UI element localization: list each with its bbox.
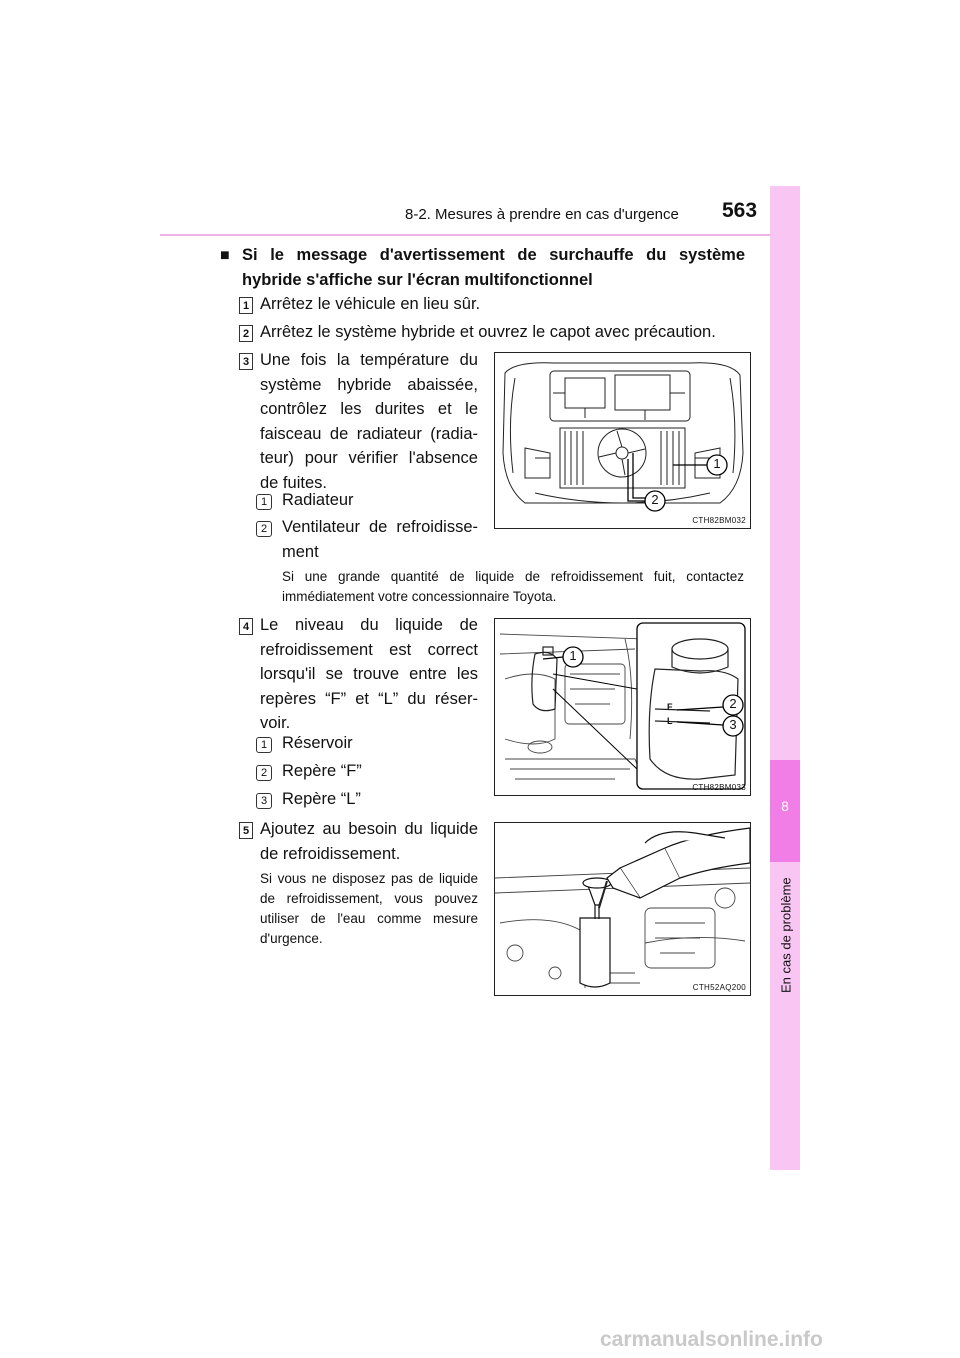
item-label-radiateur: Radiateur <box>282 491 354 509</box>
section-heading <box>220 243 745 293</box>
step-4-text: Le niveau du liquide de refroidissement est correct lorsqu'il se trouve entre les repères “F” et “L” du réser-voir. <box>260 616 478 732</box>
header-divider <box>160 234 800 236</box>
chapter-label: En cas de problème <box>778 877 794 993</box>
figure-callout: 2 <box>651 492 659 507</box>
item-label-reservoir: Réservoir <box>282 734 353 752</box>
item-number: 3 <box>256 793 272 809</box>
add-coolant-illustration <box>495 823 750 995</box>
item-number: 2 <box>256 521 272 537</box>
chapter-number: 8 <box>781 798 789 814</box>
step-number-2: 2 <box>239 325 253 342</box>
watermark: carmanualsonline.info <box>600 1328 823 1351</box>
step-2-text: Arrêtez le système hybride et ouvrez le capot avec précaution. <box>260 323 716 341</box>
item-number: 1 <box>256 737 272 753</box>
item-number: 1 <box>256 494 272 510</box>
figure-callout: 1 <box>569 648 577 663</box>
figure-add-coolant <box>494 822 751 996</box>
item-number: 2 <box>256 765 272 781</box>
mark-l-label: L <box>667 716 673 726</box>
figure-reservoir <box>494 618 751 796</box>
step-5-text: Ajoutez au besoin du liquide de refroidissement. <box>260 820 478 863</box>
step-number-1: 1 <box>239 297 253 314</box>
step-3-note: Si une grande quantité de liquide de refroidissement fuit, contactez immédiatement votre concessionnaire Toyota. <box>282 569 744 604</box>
figure-code: CTH82BM033 <box>692 783 746 792</box>
item-label-ventilateur: Ventilateur de refroidisse-ment <box>282 518 478 561</box>
figure-code: CTH52AQ200 <box>692 983 746 992</box>
step-5-note: Si vous ne disposez pas de liquide de refroidissement, vous pouvez utiliser de l'eau comme mesure d'urgence. <box>260 871 478 946</box>
radiator-illustration <box>495 353 750 528</box>
reservoir-illustration <box>495 619 750 795</box>
figure-callout: 2 <box>729 696 737 711</box>
figure-radiator <box>494 352 751 529</box>
item-label-repere-f: Repère “F” <box>282 762 362 780</box>
item-label-repere-l: Repère “L” <box>282 790 361 808</box>
figure-callout: 1 <box>713 456 721 471</box>
section-heading-text: Si le message d'avertissement de surchauffe du système hybride s'affiche sur l'écran multifonctionnel <box>242 246 745 289</box>
step-1-text: Arrêtez le véhicule en lieu sûr. <box>260 295 481 313</box>
figure-callout: 3 <box>729 717 737 732</box>
chapter-tab-strip <box>770 186 800 1170</box>
step-number-4: 4 <box>239 618 253 635</box>
mark-f-label: F <box>667 702 673 712</box>
step-number-5: 5 <box>239 822 253 839</box>
step-number-3: 3 <box>239 353 253 370</box>
section-marker-icon: ■ <box>220 247 230 264</box>
running-header: 8-2. Mesures à prendre en cas d'urgence <box>405 206 679 223</box>
page-number: 563 <box>722 199 758 222</box>
figure-code: CTH82BM032 <box>692 516 746 525</box>
step-3-text: Une fois la température du système hybride abaissée, contrôlez les durites et le faisceau de radiateur (radia-teur) pour vérifier l'absence de fuites. <box>260 351 478 492</box>
